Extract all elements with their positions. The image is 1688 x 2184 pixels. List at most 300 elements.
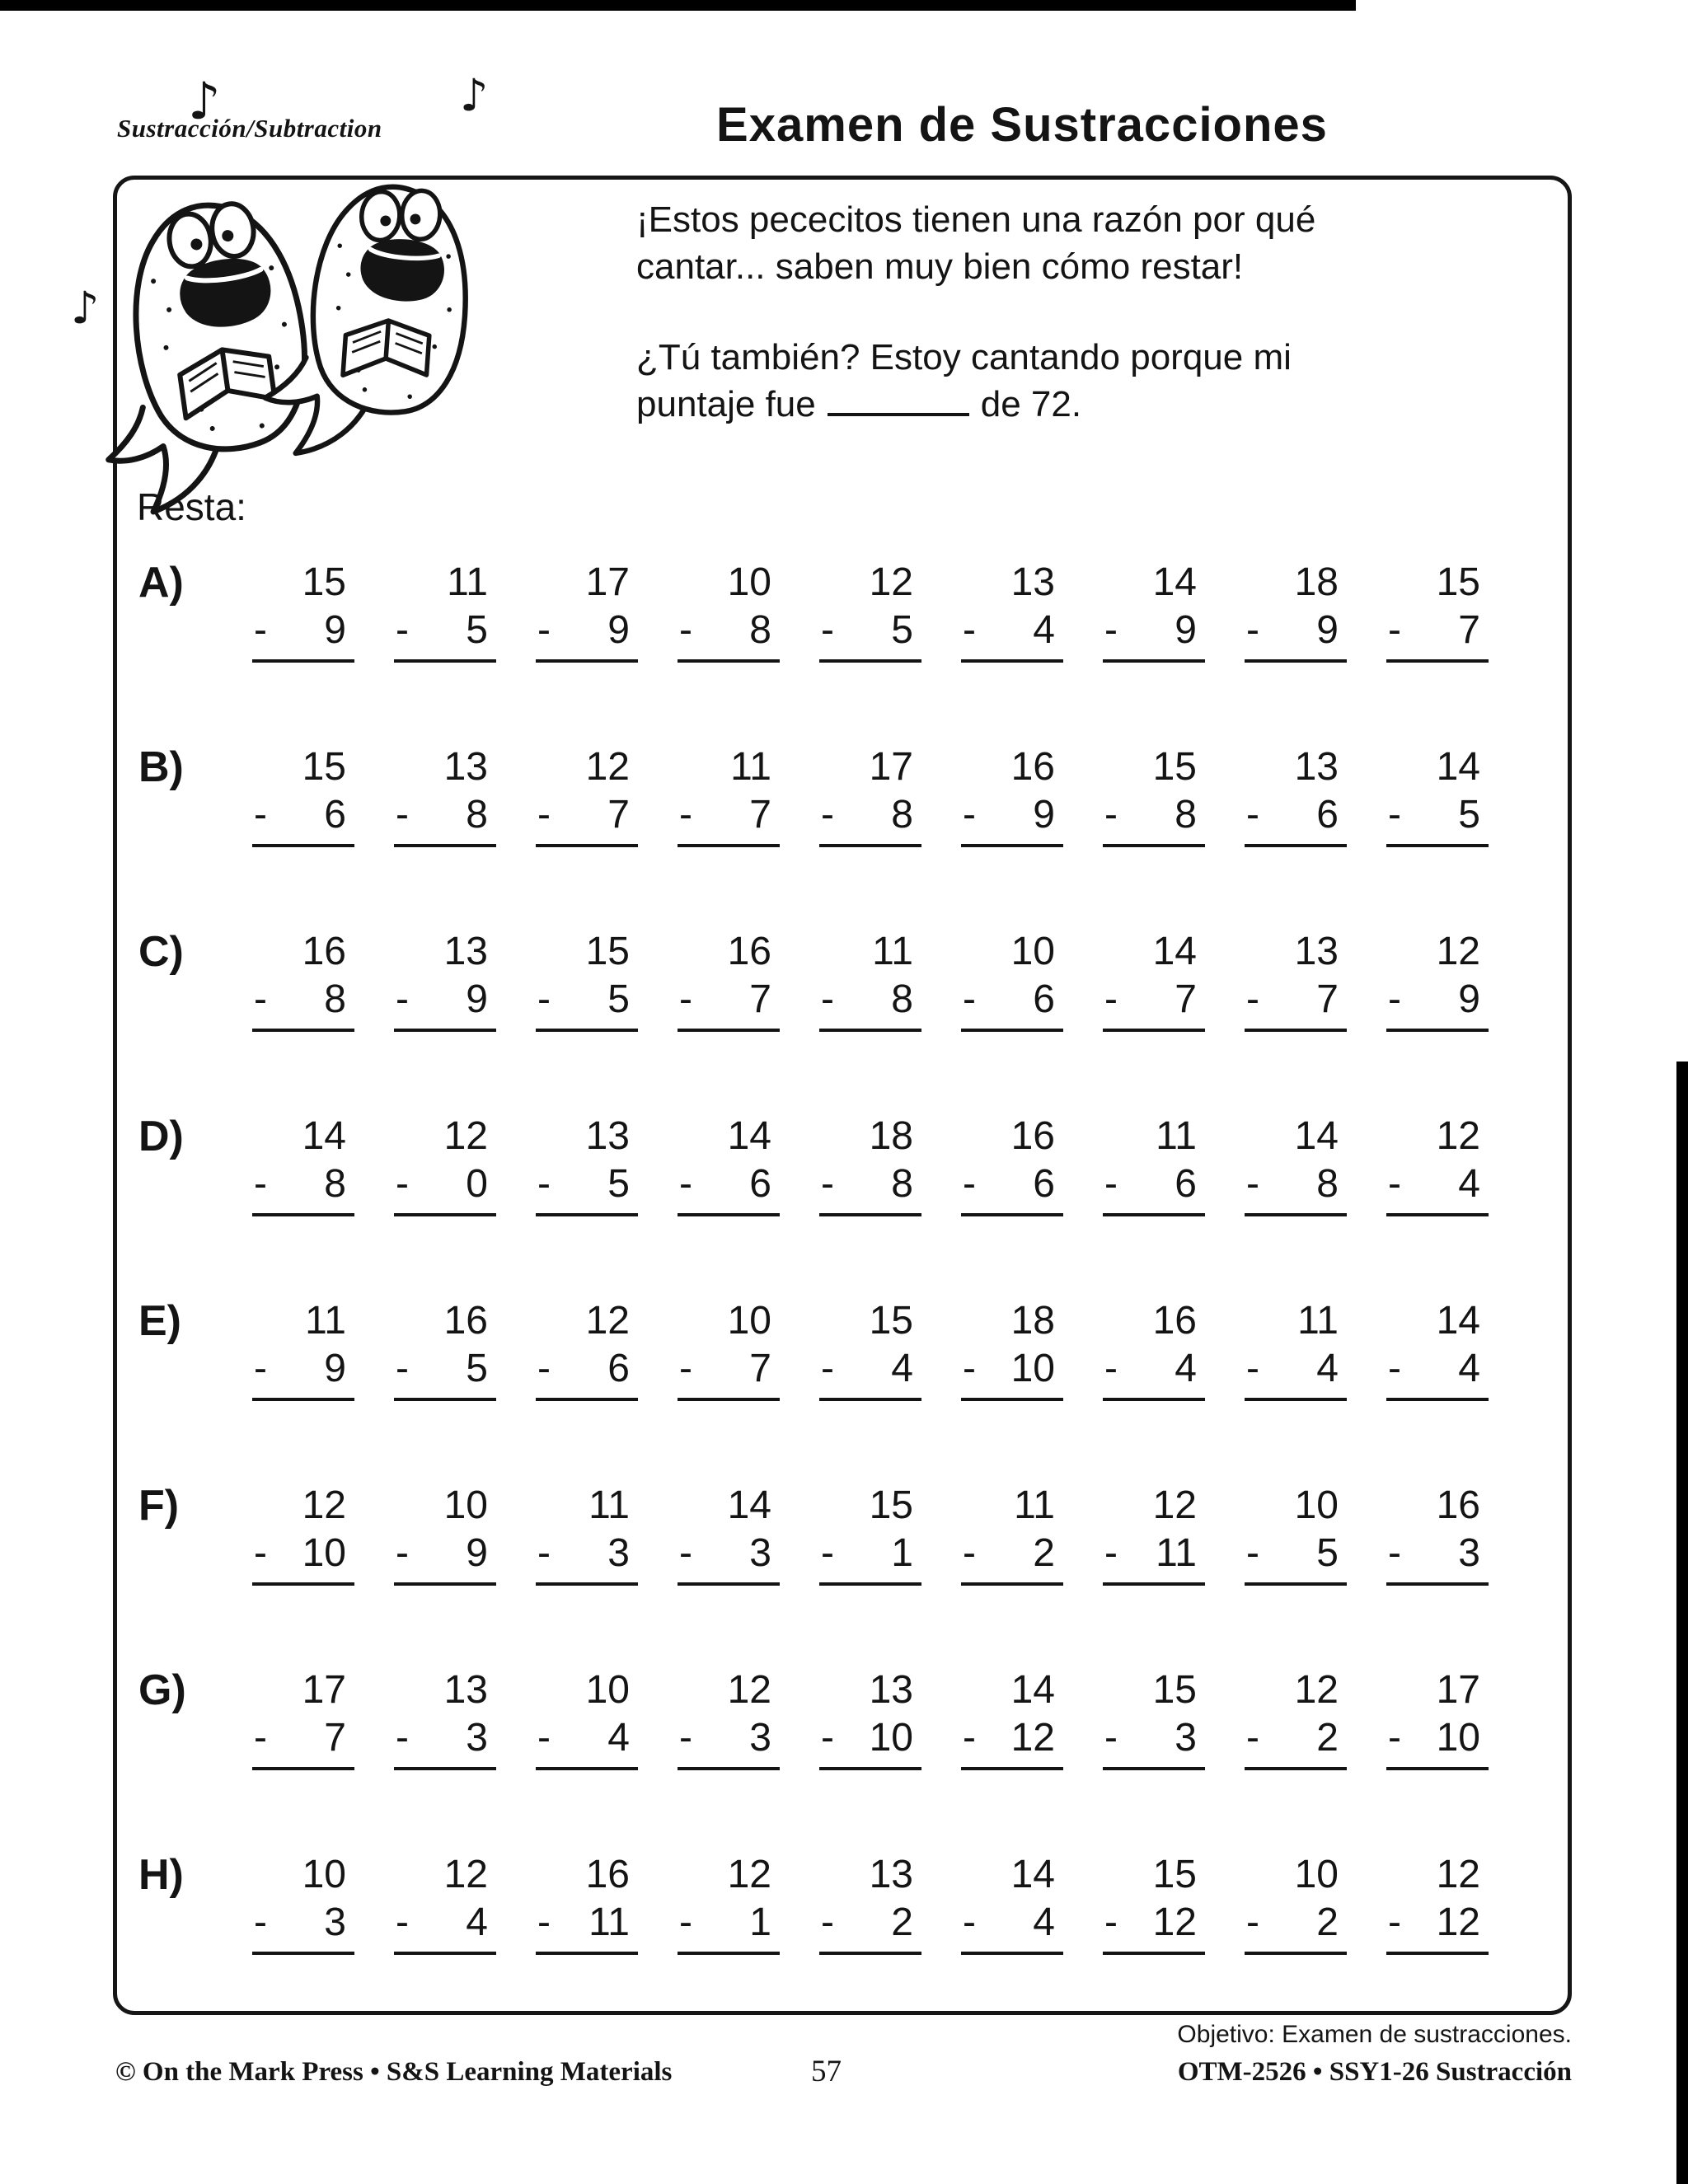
subtrahend-line xyxy=(1386,1899,1489,1955)
minus-sign: - xyxy=(1388,1347,1401,1390)
minus-sign: - xyxy=(821,1716,834,1760)
subtrahend: 9 xyxy=(1458,977,1480,1021)
minuend: 10 xyxy=(727,1299,771,1343)
subtrahend: 9 xyxy=(607,608,630,652)
subtraction-problem xyxy=(1103,1666,1205,1770)
subtrahend-line xyxy=(1245,607,1347,663)
minus-sign: - xyxy=(537,1347,551,1390)
subtrahend: 3 xyxy=(607,1531,630,1575)
music-note-icon: ♪ xyxy=(188,76,221,131)
minus-sign: - xyxy=(963,977,976,1021)
subtrahend: 4 xyxy=(466,1900,488,1944)
subtrahend: 5 xyxy=(1458,793,1480,837)
subtrahend-line xyxy=(1386,1345,1489,1401)
subtrahend-line xyxy=(536,607,638,663)
subtrahend: 3 xyxy=(466,1716,488,1760)
subtrahend-line xyxy=(961,1899,1063,1955)
subtrahend-line xyxy=(1386,1714,1489,1770)
subtraction-problem xyxy=(536,928,638,1032)
subtraction-problem xyxy=(1386,743,1489,847)
subtrahend: 7 xyxy=(749,1347,771,1390)
minus-sign: - xyxy=(679,1531,692,1575)
subtrahend: 6 xyxy=(1033,1162,1055,1206)
subtrahend-line xyxy=(819,791,921,847)
minuend: 13 xyxy=(869,1668,913,1712)
subtrahend-line xyxy=(394,976,496,1032)
minus-sign: - xyxy=(396,1531,409,1575)
row-label: G) xyxy=(138,1666,186,1714)
subtrahend: 12 xyxy=(1436,1900,1480,1944)
subtraction-problem xyxy=(536,1482,638,1586)
minuend: 14 xyxy=(1294,1114,1339,1158)
subtrahend-line xyxy=(252,1899,354,1955)
subtrahend: 2 xyxy=(1316,1900,1339,1944)
subtrahend: 12 xyxy=(1010,1716,1055,1760)
music-note-icon: ♪ xyxy=(71,282,100,334)
minuend: 10 xyxy=(1294,1483,1339,1527)
subtraction-problem xyxy=(252,743,354,847)
question-line-1: ¿Tú también? Estoy cantando porque mi xyxy=(636,337,1292,377)
subtraction-problem xyxy=(1103,928,1205,1032)
minuend: 13 xyxy=(443,930,488,973)
subtrahend-line xyxy=(252,976,354,1032)
subtrahend: 9 xyxy=(466,1531,488,1575)
subtraction-problem xyxy=(394,1666,496,1770)
subtraction-problem xyxy=(394,928,496,1032)
minuend: 18 xyxy=(1294,560,1339,604)
subtrahend: 6 xyxy=(749,1162,771,1206)
intro-paragraph xyxy=(636,196,1526,290)
subtraction-problem xyxy=(394,1482,496,1586)
subtraction-problem xyxy=(961,743,1063,847)
subtrahend: 7 xyxy=(1316,977,1339,1021)
subtrahend: 5 xyxy=(466,608,488,652)
minuend: 15 xyxy=(1152,1668,1197,1712)
minus-sign: - xyxy=(821,1162,834,1206)
subtrahend-line xyxy=(1386,976,1489,1032)
minus-sign: - xyxy=(1104,1716,1118,1760)
minus-sign: - xyxy=(963,793,976,837)
minuend: 12 xyxy=(443,1853,488,1896)
minuend: 11 xyxy=(305,1299,346,1343)
minuend: 14 xyxy=(1436,1299,1480,1343)
subtraction-problem xyxy=(1245,1113,1347,1216)
subtrahend: 6 xyxy=(1316,793,1339,837)
intro-line-2: cantar... saben muy bien cómo restar! xyxy=(636,246,1244,287)
subtrahend: 9 xyxy=(1316,608,1339,652)
minuend: 12 xyxy=(727,1853,771,1896)
subtrahend: 11 xyxy=(588,1900,630,1944)
subtrahend-line xyxy=(678,607,780,663)
subtrahend-line xyxy=(536,976,638,1032)
subtrahend-line xyxy=(394,791,496,847)
minuend: 13 xyxy=(1010,560,1055,604)
minuend: 13 xyxy=(1294,745,1339,789)
subtraction-problem xyxy=(252,1297,354,1401)
subtraction-problem xyxy=(252,928,354,1032)
subtraction-problem xyxy=(1245,1482,1347,1586)
minus-sign: - xyxy=(1388,793,1401,837)
minus-sign: - xyxy=(537,793,551,837)
subtrahend: 7 xyxy=(1175,977,1197,1021)
singing-fish-illustration xyxy=(66,76,548,517)
subtraction-problem xyxy=(536,1113,638,1216)
subtraction-problem xyxy=(819,1297,921,1401)
subtrahend: 8 xyxy=(749,608,771,652)
subtrahend-line xyxy=(1103,1714,1205,1770)
problem-row-a xyxy=(124,559,1525,663)
footer-copyright: © On the Mark Press • S&S Learning Materials xyxy=(115,2057,673,2087)
minus-sign: - xyxy=(679,1900,692,1944)
subtraction-problem xyxy=(252,1113,354,1216)
minuend: 15 xyxy=(302,560,346,604)
subtrahend: 3 xyxy=(324,1900,346,1944)
footer-page-number: 57 xyxy=(811,2055,842,2088)
subtrahend-line xyxy=(1103,1530,1205,1586)
subtrahend: 4 xyxy=(1033,608,1055,652)
subtrahend: 9 xyxy=(324,1347,346,1390)
subtrahend: 3 xyxy=(749,1716,771,1760)
minuend: 16 xyxy=(1010,745,1055,789)
subtrahend-line xyxy=(819,1160,921,1216)
subtrahend: 9 xyxy=(1033,793,1055,837)
minus-sign: - xyxy=(821,977,834,1021)
minus-sign: - xyxy=(821,1900,834,1944)
minus-sign: - xyxy=(396,1716,409,1760)
minus-sign: - xyxy=(1246,608,1259,652)
minuend: 12 xyxy=(1436,930,1480,973)
row-label: H) xyxy=(138,1851,184,1899)
subtraction-problem xyxy=(1386,1297,1489,1401)
subtraction-problem xyxy=(1103,559,1205,663)
minuend: 12 xyxy=(1152,1483,1197,1527)
subtrahend-line xyxy=(819,976,921,1032)
minus-sign: - xyxy=(537,1531,551,1575)
subtrahend: 8 xyxy=(324,977,346,1021)
subtraction-problem xyxy=(252,1851,354,1955)
subtrahend: 8 xyxy=(1175,793,1197,837)
minuend: 15 xyxy=(302,745,346,789)
minus-sign: - xyxy=(1104,608,1118,652)
subtraction-problem xyxy=(1245,743,1347,847)
minuend: 11 xyxy=(1297,1299,1339,1343)
subtrahend-line xyxy=(252,1714,354,1770)
problem-row-d xyxy=(124,1113,1525,1216)
subtraction-problem xyxy=(961,559,1063,663)
minuend: 11 xyxy=(447,560,488,604)
minus-sign: - xyxy=(396,1162,409,1206)
minus-sign: - xyxy=(1246,1716,1259,1760)
subtrahend: 1 xyxy=(749,1900,771,1944)
subtrahend: 12 xyxy=(1152,1900,1197,1944)
minuend: 17 xyxy=(869,745,913,789)
section-label: Resta: xyxy=(137,485,246,528)
minus-sign: - xyxy=(254,1716,267,1760)
problem-row-e xyxy=(124,1297,1525,1401)
minuend: 17 xyxy=(585,560,630,604)
page-title: Examen de Sustracciones xyxy=(716,98,1328,152)
subtrahend-line xyxy=(1103,1899,1205,1955)
row-label: C) xyxy=(138,928,184,976)
subtrahend: 7 xyxy=(1458,608,1480,652)
minus-sign: - xyxy=(396,1900,409,1944)
minus-sign: - xyxy=(537,1162,551,1206)
minuend: 15 xyxy=(585,930,630,973)
minuend: 15 xyxy=(1152,1853,1197,1896)
minuend: 13 xyxy=(869,1853,913,1896)
minuend: 18 xyxy=(869,1114,913,1158)
minus-sign: - xyxy=(1388,1531,1401,1575)
subtrahend: 10 xyxy=(1010,1347,1055,1390)
subtraction-problem xyxy=(1245,559,1347,663)
subtrahend-line xyxy=(1103,976,1205,1032)
minuend: 17 xyxy=(1436,1668,1480,1712)
subtrahend: 6 xyxy=(324,793,346,837)
subtrahend: 9 xyxy=(1175,608,1197,652)
minuend: 14 xyxy=(1436,745,1480,789)
minus-sign: - xyxy=(679,977,692,1021)
subtrahend: 7 xyxy=(607,793,630,837)
subtraction-problem xyxy=(961,928,1063,1032)
minus-sign: - xyxy=(1246,977,1259,1021)
subtraction-problem xyxy=(678,1482,780,1586)
subtraction-problem xyxy=(394,1851,496,1955)
row-label: B) xyxy=(138,743,184,791)
subtrahend-line xyxy=(536,1160,638,1216)
subtraction-problem xyxy=(961,1666,1063,1770)
minuend: 14 xyxy=(727,1483,771,1527)
subtraction-problem xyxy=(536,559,638,663)
subtraction-problem xyxy=(819,1482,921,1586)
minuend: 13 xyxy=(585,1114,630,1158)
subtrahend-line xyxy=(678,791,780,847)
minus-sign: - xyxy=(396,793,409,837)
minus-sign: - xyxy=(1388,1900,1401,1944)
subtraction-problem xyxy=(252,1666,354,1770)
subtraction-problem xyxy=(394,1113,496,1216)
minus-sign: - xyxy=(963,608,976,652)
subtrahend: 1 xyxy=(891,1531,913,1575)
subtrahend-line xyxy=(394,1714,496,1770)
problem-row-f xyxy=(124,1482,1525,1586)
subtrahend: 8 xyxy=(1316,1162,1339,1206)
subtraction-problem xyxy=(678,1297,780,1401)
subtrahend: 7 xyxy=(749,977,771,1021)
minus-sign: - xyxy=(1104,1162,1118,1206)
subtraction-problem xyxy=(394,1297,496,1401)
minus-sign: - xyxy=(821,1347,834,1390)
subtrahend: 10 xyxy=(869,1716,913,1760)
subtrahend: 2 xyxy=(891,1900,913,1944)
minus-sign: - xyxy=(254,977,267,1021)
subtrahend-line xyxy=(961,1714,1063,1770)
subtraction-problem xyxy=(1245,1851,1347,1955)
problem-row-g xyxy=(124,1666,1525,1770)
subtrahend: 9 xyxy=(466,977,488,1021)
minus-sign: - xyxy=(537,1900,551,1944)
minus-sign: - xyxy=(254,1162,267,1206)
minuend: 14 xyxy=(727,1114,771,1158)
subtrahend-line xyxy=(394,1530,496,1586)
subtraction-problem xyxy=(1245,1297,1347,1401)
subtrahend: 2 xyxy=(1033,1531,1055,1575)
minus-sign: - xyxy=(1246,1900,1259,1944)
subtrahend-line xyxy=(1386,791,1489,847)
minus-sign: - xyxy=(963,1531,976,1575)
minuend: 10 xyxy=(302,1853,346,1896)
subtraction-problem xyxy=(961,1482,1063,1586)
question-suffix: de 72. xyxy=(980,384,1082,424)
subtraction-problem xyxy=(961,1297,1063,1401)
minuend: 12 xyxy=(302,1483,346,1527)
intro-line-1: ¡Estos pececitos tienen una razón por qué xyxy=(636,199,1316,240)
subtrahend: 5 xyxy=(466,1347,488,1390)
minuend: 10 xyxy=(727,560,771,604)
minuend: 11 xyxy=(730,745,771,789)
subtrahend: 4 xyxy=(1033,1900,1055,1944)
problem-row-h xyxy=(124,1851,1525,1955)
subtrahend: 4 xyxy=(1316,1347,1339,1390)
minus-sign: - xyxy=(254,608,267,652)
subtrahend-line xyxy=(961,1160,1063,1216)
minuend: 16 xyxy=(1152,1299,1197,1343)
row-label: D) xyxy=(138,1113,184,1160)
subtrahend-line xyxy=(394,1345,496,1401)
subtraction-problem xyxy=(678,1851,780,1955)
subtrahend-line xyxy=(1386,1160,1489,1216)
subtraction-problem xyxy=(1386,559,1489,663)
subtrahend: 8 xyxy=(891,793,913,837)
minuend: 15 xyxy=(869,1483,913,1527)
scan-artifact-right xyxy=(1676,1062,1688,2184)
subtrahend-line xyxy=(536,1530,638,1586)
subtrahend-line xyxy=(678,976,780,1032)
subtraction-problem xyxy=(1103,1113,1205,1216)
subtrahend-line xyxy=(819,1345,921,1401)
minuend: 18 xyxy=(1010,1299,1055,1343)
subtrahend: 9 xyxy=(324,608,346,652)
minuend: 16 xyxy=(302,930,346,973)
minuend: 10 xyxy=(1294,1853,1339,1896)
subtrahend-line xyxy=(394,607,496,663)
subtrahend-line xyxy=(252,607,354,663)
subtraction-problem xyxy=(1103,1297,1205,1401)
subtraction-problem xyxy=(819,1113,921,1216)
minus-sign: - xyxy=(679,1162,692,1206)
subtrahend: 3 xyxy=(1458,1531,1480,1575)
minuend: 16 xyxy=(727,930,771,973)
subtraction-problem xyxy=(678,1666,780,1770)
subtrahend-line xyxy=(536,1899,638,1955)
subtrahend: 0 xyxy=(466,1162,488,1206)
subtrahend-line xyxy=(1386,1530,1489,1586)
subtrahend: 5 xyxy=(607,977,630,1021)
minuend: 15 xyxy=(869,1299,913,1343)
score-blank xyxy=(828,385,969,416)
subtrahend-line xyxy=(1245,1714,1347,1770)
subtrahend: 4 xyxy=(1175,1347,1197,1390)
minus-sign: - xyxy=(679,1716,692,1760)
subtraction-problem xyxy=(394,559,496,663)
subtraction-problem xyxy=(1386,1482,1489,1586)
subtrahend: 3 xyxy=(1175,1716,1197,1760)
subtrahend: 7 xyxy=(749,793,771,837)
subtraction-problem xyxy=(1386,928,1489,1032)
subtrahend-line xyxy=(1245,1160,1347,1216)
minuend: 10 xyxy=(1010,930,1055,973)
minus-sign: - xyxy=(254,793,267,837)
minus-sign: - xyxy=(1388,608,1401,652)
subtrahend: 4 xyxy=(1458,1347,1480,1390)
minuend: 12 xyxy=(727,1668,771,1712)
subtrahend: 5 xyxy=(891,608,913,652)
subtraction-problem xyxy=(961,1113,1063,1216)
question-prefix: puntaje fue xyxy=(636,384,816,424)
subtraction-problem xyxy=(536,1297,638,1401)
subtrahend-line xyxy=(394,1160,496,1216)
subtraction-problem xyxy=(1386,1666,1489,1770)
subtrahend-line xyxy=(394,1899,496,1955)
subtrahend-line xyxy=(1245,1899,1347,1955)
subtraction-problem xyxy=(819,1851,921,1955)
minus-sign: - xyxy=(396,977,409,1021)
subtraction-problem xyxy=(819,743,921,847)
minuend: 10 xyxy=(443,1483,488,1527)
subtrahend-line xyxy=(819,1714,921,1770)
minus-sign: - xyxy=(254,1347,267,1390)
minuend: 16 xyxy=(585,1853,630,1896)
subtrahend-line xyxy=(819,1899,921,1955)
subtraction-problem xyxy=(394,743,496,847)
minuend: 15 xyxy=(1436,560,1480,604)
minus-sign: - xyxy=(963,1716,976,1760)
minus-sign: - xyxy=(1246,793,1259,837)
subtraction-problem xyxy=(1103,1851,1205,1955)
subtraction-problem xyxy=(678,928,780,1032)
minuend: 17 xyxy=(302,1668,346,1712)
subtrahend-line xyxy=(678,1160,780,1216)
subtrahend-line xyxy=(819,607,921,663)
minuend: 12 xyxy=(1436,1114,1480,1158)
subtrahend: 8 xyxy=(891,977,913,1021)
minuend: 13 xyxy=(443,1668,488,1712)
minus-sign: - xyxy=(1388,1162,1401,1206)
subtrahend: 11 xyxy=(1156,1531,1197,1575)
subtraction-problem xyxy=(536,1666,638,1770)
subtrahend: 4 xyxy=(607,1716,630,1760)
subtraction-problem xyxy=(1103,1482,1205,1586)
corner-label: Sustracción/Subtraction xyxy=(117,114,382,143)
minuend: 10 xyxy=(585,1668,630,1712)
scan-artifact-top xyxy=(0,0,1356,11)
subtrahend: 6 xyxy=(1175,1162,1197,1206)
minus-sign: - xyxy=(537,977,551,1021)
subtrahend: 4 xyxy=(1458,1162,1480,1206)
minuend: 14 xyxy=(1152,930,1197,973)
minuend: 14 xyxy=(1152,560,1197,604)
subtraction-problem xyxy=(252,1482,354,1586)
minus-sign: - xyxy=(254,1900,267,1944)
minus-sign: - xyxy=(963,1900,976,1944)
row-label: F) xyxy=(138,1482,180,1530)
minuend: 12 xyxy=(585,745,630,789)
minus-sign: - xyxy=(1104,793,1118,837)
subtrahend: 8 xyxy=(324,1162,346,1206)
subtraction-problem xyxy=(961,1851,1063,1955)
minus-sign: - xyxy=(679,1347,692,1390)
subtraction-problem xyxy=(819,928,921,1032)
minuend: 13 xyxy=(1294,930,1339,973)
